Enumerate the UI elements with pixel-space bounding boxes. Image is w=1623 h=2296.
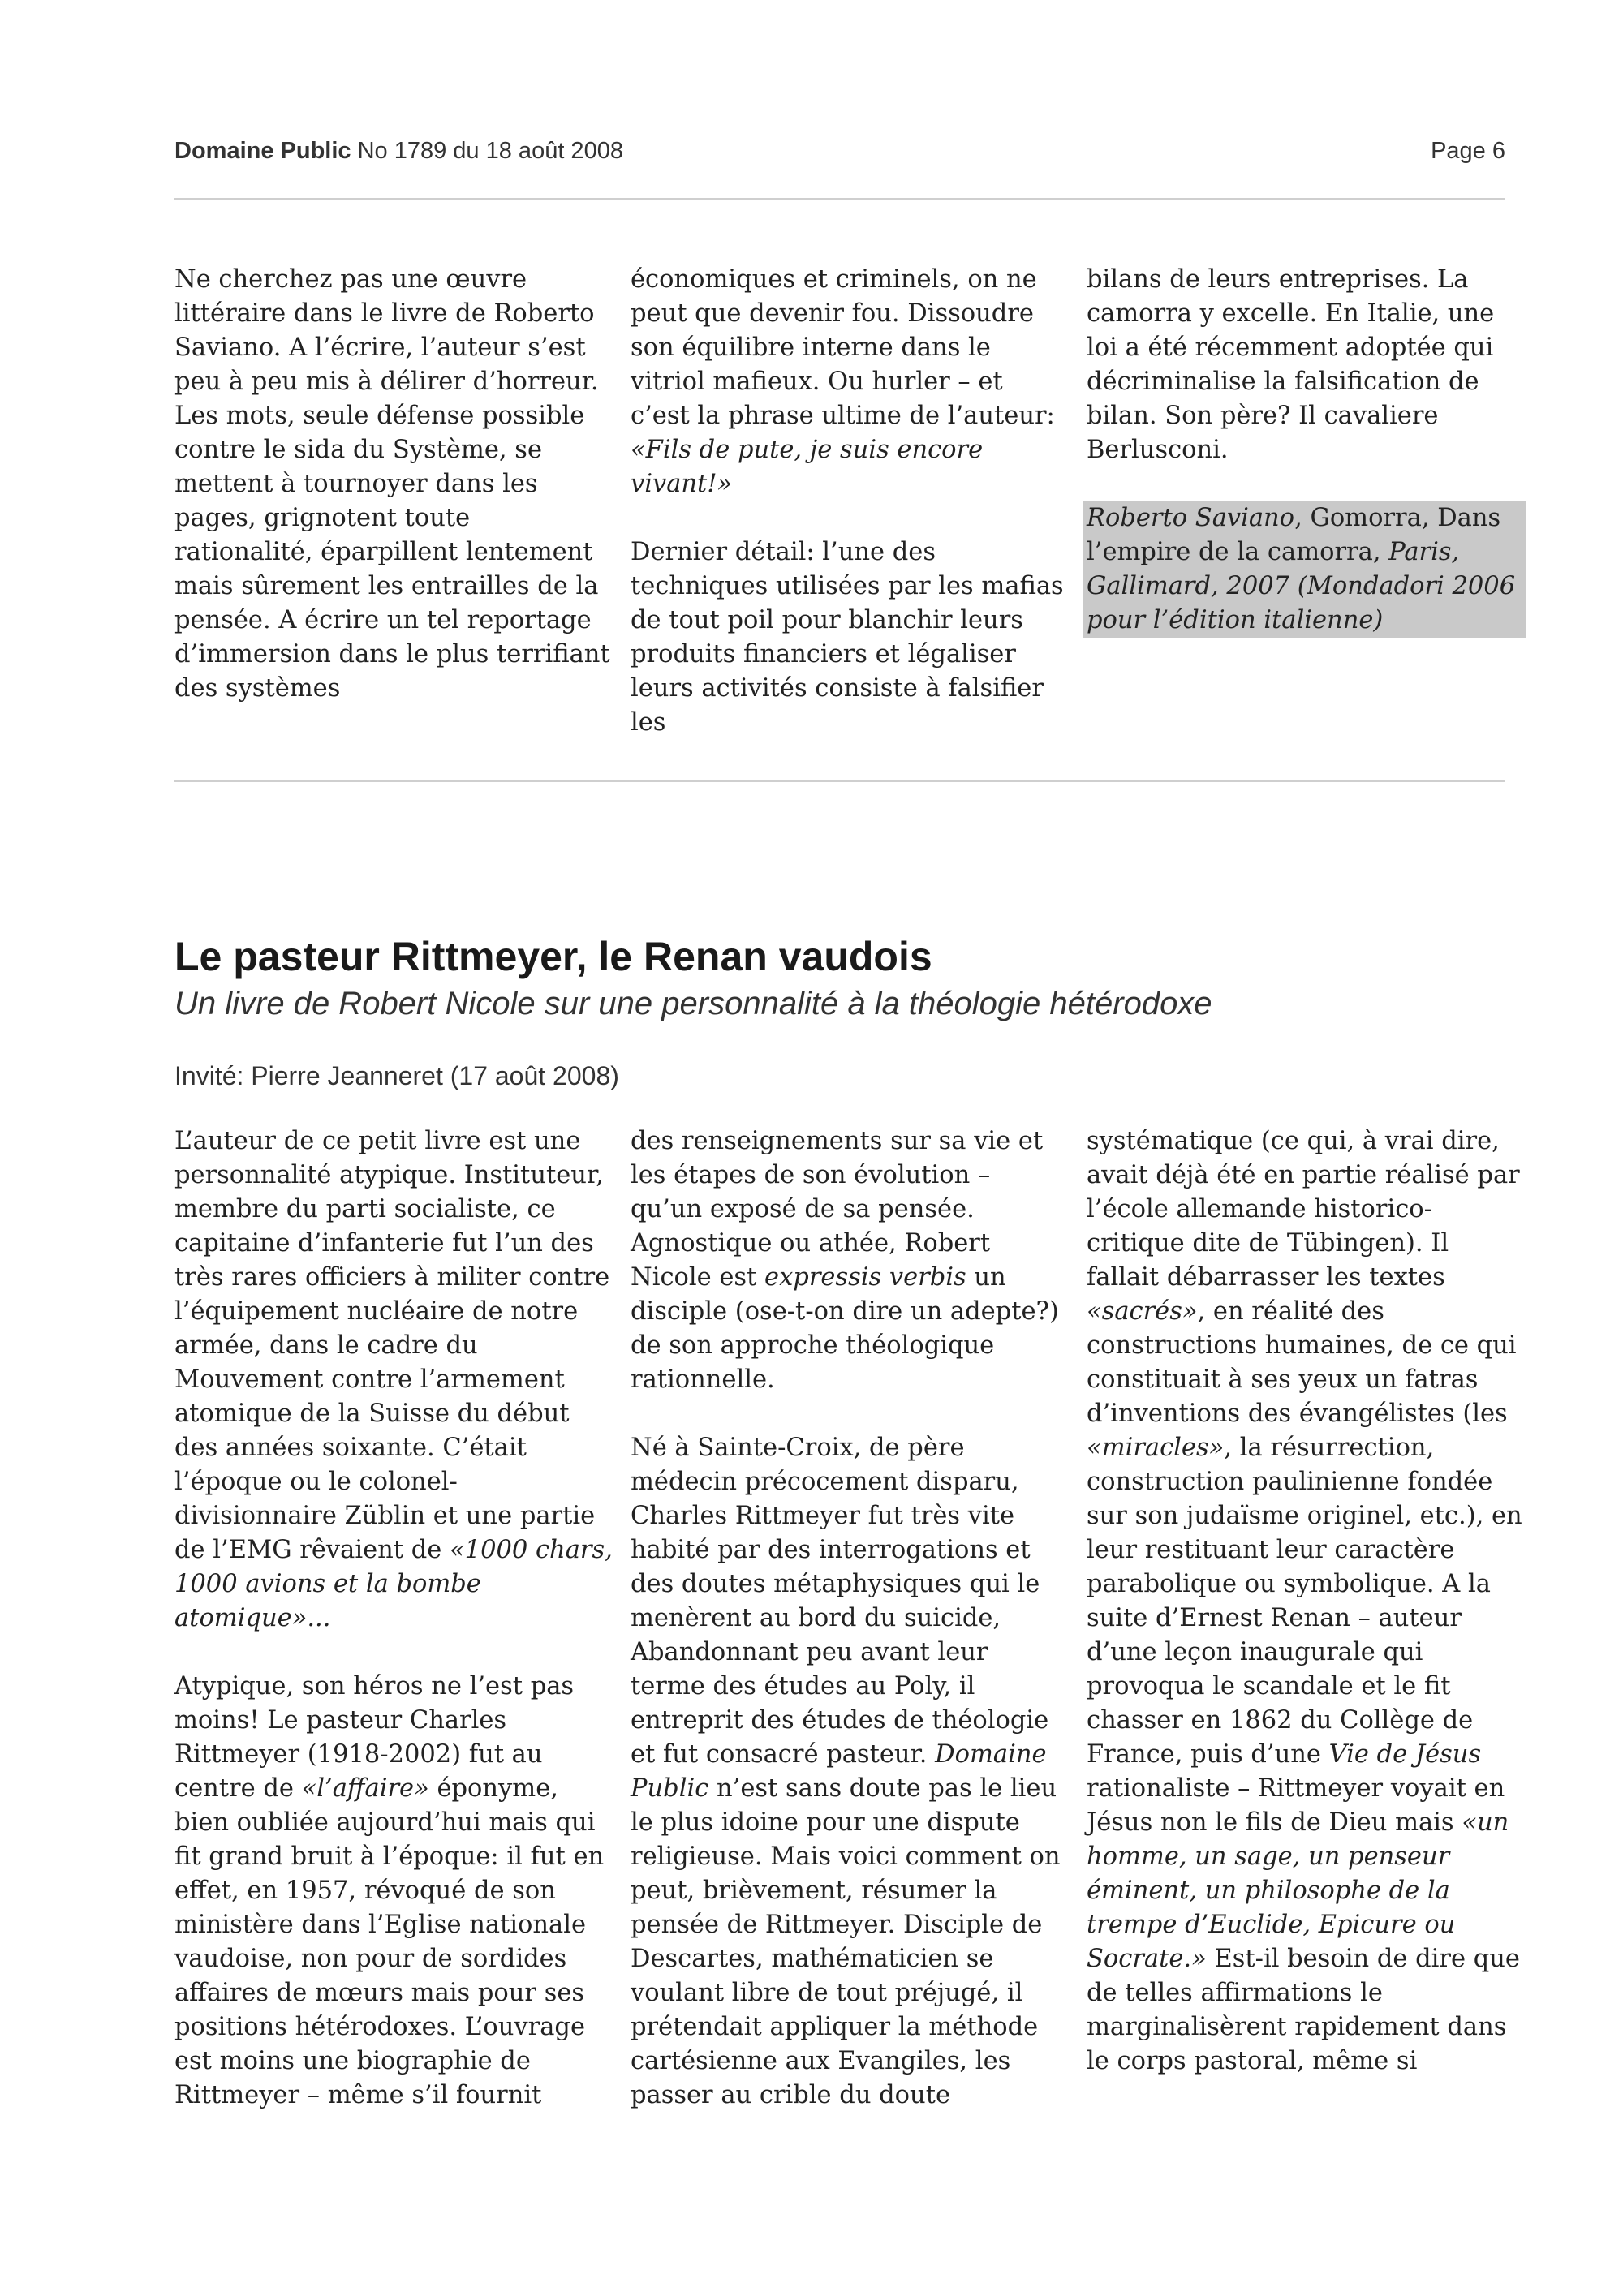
- article2-column-2: [631, 1124, 1069, 2113]
- ref-author: Roberto Saviano: [1087, 504, 1295, 532]
- article1-paragraph: Ne cherchez pas une œuvre littéraire dans le livre de Roberto Saviano. A l’écrire, l’auteur s’est peu à peu mis à délirer d’horreur. Les mots, seule défense possible contre le sida du Système, se mettent à tournoyer dans les pages, grignotent toute rationalité, éparpillent lentement mais sûrement les entrailles de la pensée. A écrire un tel reportage d’immersion dans le plus terrifiant des systèmes: [174, 265, 610, 703]
- article1-column-3: [1087, 263, 1525, 638]
- publication-name: Domaine Public: [174, 138, 351, 164]
- article1-paragraph: bilans de leurs entreprises. La camorra y excelle. En Italie, une loi a été récemment adoptée qui décriminalise la falsification de bilan. Son père? Il cavaliere Berlusconi.: [1087, 265, 1495, 464]
- page-number: Page 6: [1431, 138, 1505, 164]
- article2-column-3: [1087, 1124, 1525, 2079]
- article2-paragraph: Atypique, son héros ne l’est pas moins! Le pasteur Charles Rittmeyer (1918-2002) fut au centre de «l’affaire» éponyme, bien oubliée aujourd’hui mais qui fit grand bruit à l’époque: il fut en effet, en 1957, révoqué de son ministère dans l’Eglise nationale vaudoise, non pour de sordides affaires de mœurs mais pour ses positions hétérodoxes. L’ouvrage est moins une biographie de Rittmeyer – même s’il fournit: [174, 1672, 605, 2109]
- page-header: [174, 138, 1505, 170]
- article2-paragraph: des renseignements sur sa vie et les étapes de son évolution – qu’un exposé de sa pensée. Agnostique ou athée, Robert Nicole est expressis verbis un disciple (ose-t-on dire un adepte?) de son approche théologique rationnelle.: [631, 1127, 1059, 1394]
- article1-column-2: [631, 263, 1069, 740]
- article1-paragraph: économiques et criminels, on ne peut que devenir fou. Dissoudre son équilibre interne dans le vitriol mafieux. Ou hurler – et c’est la phrase ultime de l’auteur: «Fils de pute, je suis encore vivant!»: [631, 265, 1055, 498]
- article2-paragraph: systématique (ce qui, à vrai dire, avait déjà été en partie réalisé par l’école allemande historico-critique dite de Tübingen). Il fallait débarrasser les textes «sacrés», en réalité des constructions humaines, de ce qui constituait à ses yeux un fatras d’inventions des évangélistes (les «miracles», la résurrection, construction paulinienne fondée sur son judaïsme originel, etc.), en leur restituant leur caractère parabolique ou symbolique. A la suite d’Ernest Renan – auteur d’une leçon inaugurale qui provoqua le scandale et le fit chasser en 1862 du Collège de France, puis d’une Vie de Jésus rationaliste – Rittmeyer voyait en Jésus non le fils de Dieu mais «un homme, un sage, un penseur éminent, un philosophe de la trempe d’Euclide, Epicure ou Socrate.» Est-il besoin de dire que de telles affirmations le marginalisèrent rapidement dans le corps pastoral, même si: [1087, 1127, 1522, 2075]
- article2-column-1: [174, 1124, 613, 2113]
- article-divider: [174, 780, 1505, 782]
- issue-info: No 1789 du 18 août 2008: [357, 138, 623, 164]
- article-byline: Invité: Pierre Jeanneret (17 août 2008): [174, 1061, 619, 1090]
- article-subtitle: Un livre de Robert Nicole sur une personnalité à la théologie hétérodoxe: [174, 986, 1212, 1021]
- book-reference-box: [1083, 501, 1526, 638]
- ref-title: , Gomorra, Dans l’empire de la camorra,: [1087, 504, 1501, 566]
- article-title: Le pasteur Rittmeyer, le Renan vaudois: [174, 934, 932, 979]
- article2-paragraph: Né à Sainte-Croix, de père médecin précocement disparu, Charles Rittmeyer fut très vite habité par des interrogations et des doutes métaphysiques qui le menèrent au bord du suicide, Abandonnant peu avant leur terme des études au Poly, il entreprit des études de théologie et fut consacré pasteur. Domaine Public n’est sans doute pas le lieu le plus idoine pour une dispute religieuse. Mais voici comment on peut, brièvement, résumer la pensée de Rittmeyer. Disciple de Descartes, mathématicien se voulant libre de tout préjugé, il prétendait appliquer la méthode cartésienne aux Evangiles, les passer au crible du doute: [631, 1434, 1061, 2109]
- article2-paragraph: L’auteur de ce petit livre est une personnalité atypique. Instituteur, membre du parti socialiste, ce capitaine d’infanterie fut l’un des très rares officiers à militer contre l’équipement nucléaire de notre armée, dans le cadre du Mouvement contre l’armement atomique de la Suisse du début des années soixante. C’était l’époque ou le colonel-divisionnaire Züblin et une partie de l’EMG rêvaient de «1000 chars, 1000 avions et la bombe atomique»...: [174, 1127, 613, 1632]
- header-divider: [174, 198, 1505, 200]
- article1-column-1: [174, 263, 613, 706]
- ref-publisher: Paris, Gallimard, 2007 (Mondadori 2006 pour l’édition italienne): [1087, 538, 1516, 634]
- author-quote: «Fils de pute, je suis encore vivant!»: [631, 436, 984, 498]
- article1-paragraph: Dernier détail: l’une des techniques utilisées par les mafias de tout poil pour blanchir leurs produits financiers et légaliser leurs activités consiste à falsifier les: [631, 538, 1064, 737]
